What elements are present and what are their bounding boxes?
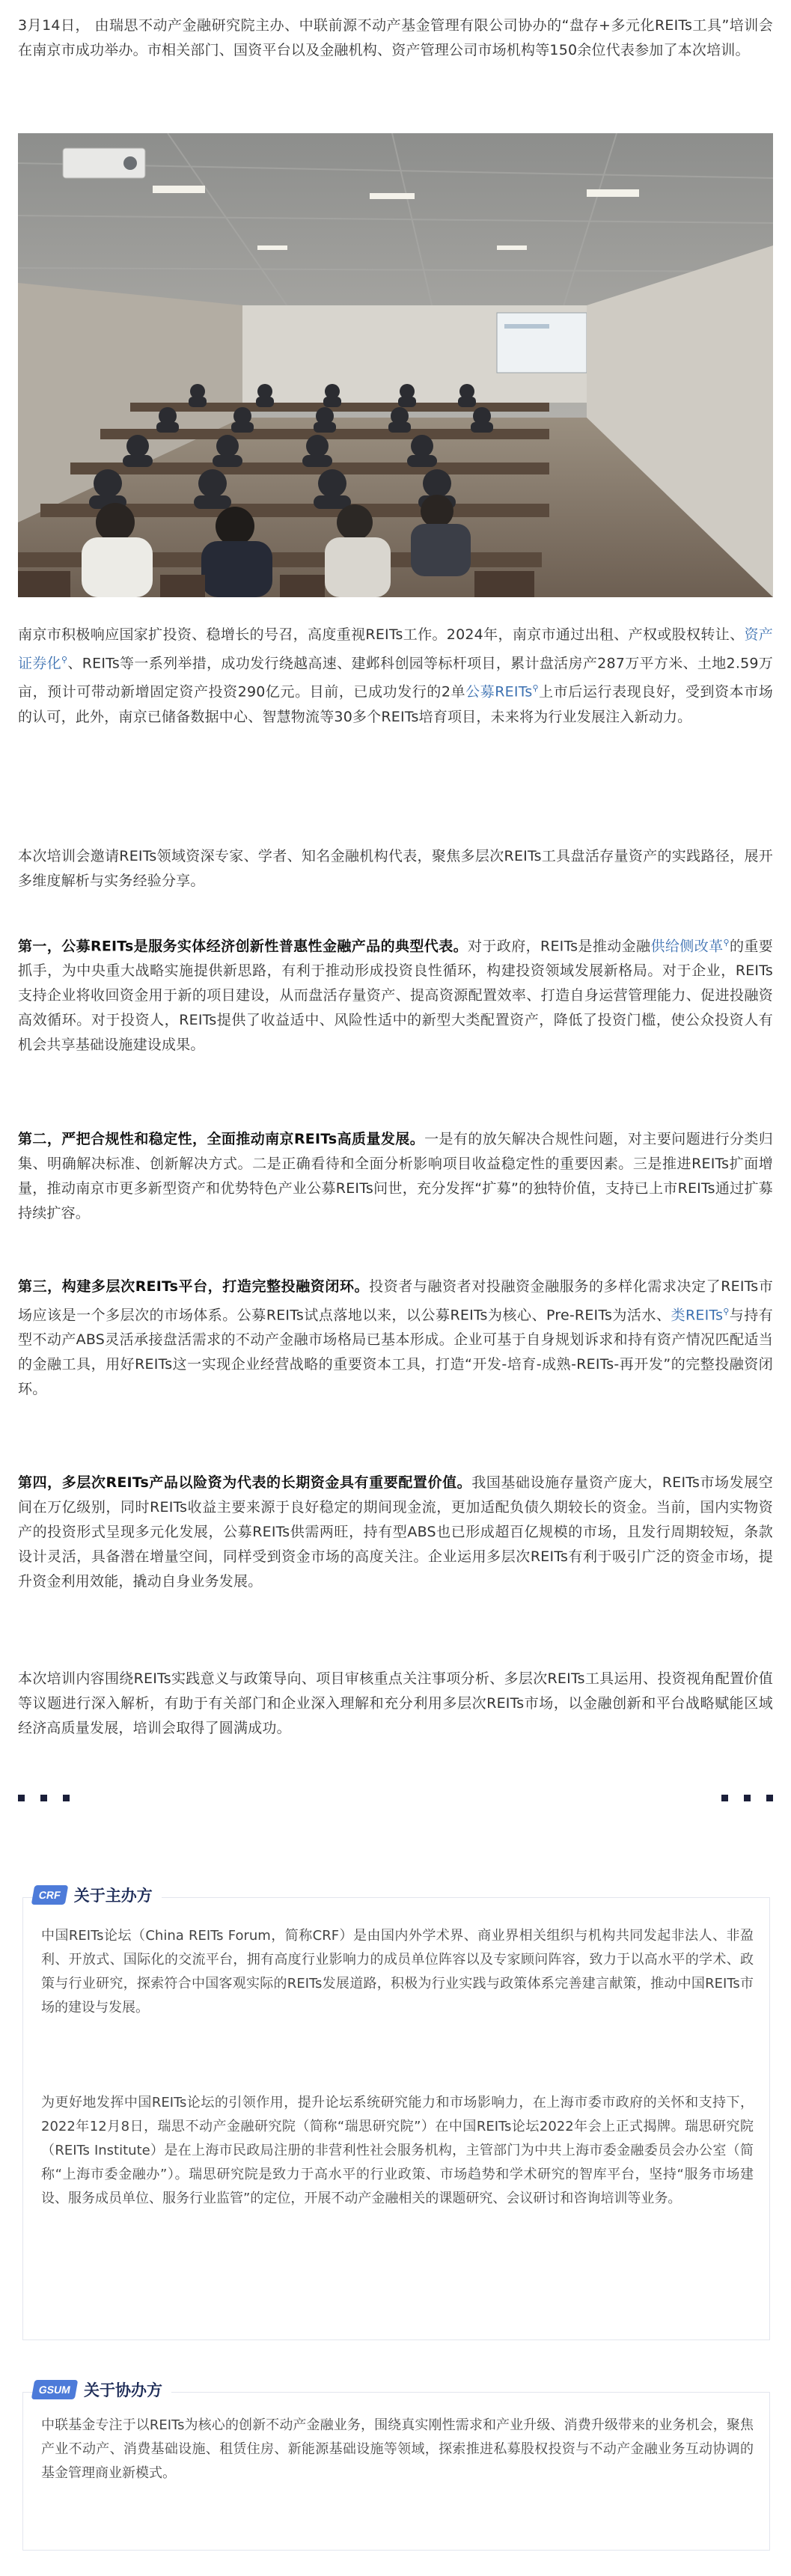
search-icon: ⚲ — [723, 938, 730, 947]
point-three-lead: 第三，构建多层次REITs平台，打造完整投融资闭环。 — [18, 1278, 370, 1295]
p2-text-a: 南京市积极响应国家扩投资、稳增长的号召，高度重视REITs工作。2024年，南京市通过出租、产权或股权转让、 — [18, 626, 745, 643]
paragraph-point-one — [18, 930, 773, 1057]
p2-text-b: 、REITs等一系列举措，成功发行绕越高速、建邺科创园等标杆项目，累计盘活房产287万平方米、土地2.59万亩，预计可带动新增固定资产投资290亿元。目前，已成功发行的2单 — [18, 655, 773, 701]
paragraph-conclusion: 本次培训内容围绕REITs实践意义与政策导向、项目审核重点关注事项分析、多层次REITs工具运用、投资视角配置价值等议题进行深入解析，有助于有关部门和企业深入理解和充分利用多层次REITs市场，以金融创新和平台战略赋能区域经济高质量发展，培训会取得了圆满成功。 — [18, 1670, 773, 1736]
paragraph-point-four — [18, 1471, 773, 1594]
crf-badge: CRF — [31, 1885, 68, 1905]
divider-dot — [744, 1795, 751, 1801]
divider-dot — [63, 1795, 70, 1801]
about-co-paragraph: 中联基金专注于以REITs为核心的创新不动产金融业务，围绕真实刚性需求和产业升级、消费升级带来的业务机会，聚焦产业不动产、消费基础设施、租赁住房、新能源基础设施等领域，探索推进私募股权投资与不动产金融业务互动协调的基金管理商业新模式。 — [41, 2417, 754, 2481]
paragraph-point-three — [18, 1275, 773, 1402]
about-host-paragraph-1: 中国REITs论坛（China REITs Forum，简称CRF）是由国内外学术界、商业界相关组织与机构共同发起非法人、非盈利、开放式、国际化的交流平台，拥有高度行业影响力的成员单位阵容以及专家顾问阵容，致力于以高水平的学术、政策与行业研究，探索符合中国客观实际的REITs发展道路，积极为行业实践与政策体系完善建言献策，推动中国REITs市场的建设与发展。 — [41, 1928, 754, 2015]
search-icon: ⚲ — [532, 683, 539, 694]
about-co-title: 关于协办方 — [84, 2381, 162, 2399]
point-two-lead: 第二，严把合规性和稳定性，全面推动南京REITs高质量发展。 — [18, 1131, 425, 1147]
section-divider — [18, 1795, 773, 1805]
about-co-box — [22, 2392, 770, 2551]
paragraph-training: 本次培训会邀请REITs领域资深专家、学者、知名金融机构代表，聚焦多层次REITs工具盘活存量资产的实践路径，展开多维度解析与实务经验分享。 — [18, 848, 773, 889]
paragraph-nanjing — [18, 623, 773, 730]
about-host-title: 关于主办方 — [73, 1887, 153, 1905]
divider-dot — [766, 1795, 773, 1801]
p5-text-a: 一是有的放矢解决合规性问题，对主要问题进行分类归集、明确解决标准、创新解决方式。二是正确看待和全面分析影响项目收益稳定性的重要因素。三是推进REITs扩面增量，推动南京市更多新型资产和优势特色产业公募REITs问世，充分发挥“扩募”的独特价值，支持已上市REITs通过扩募持续扩容。 — [18, 1131, 773, 1221]
about-host-box — [22, 1897, 770, 2340]
training-photo — [18, 133, 773, 597]
point-four-lead: 第四，多层次REITs产品以险资为代表的长期资金具有重要配置价值。 — [18, 1474, 472, 1491]
p7-text-a: 我国基础设施存量资产庞大，REITs市场发展空间在万亿级别，同时REITs收益主要来源于良好稳定的期间现金流，更加适配负债久期较长的资金。当前，国内实物资产的投资形式呈现多元化发展，公募REITs供需两旺，持有型ABS也已形成超百亿规模的市场，且发行周期较短，条款设计灵活，具备潜在增量空间，同样受到资金市场的高度关注。企业运用多层次REITs有利于吸引广泛的资金市场，提升资金利用效能，撬动自身业务发展。 — [18, 1474, 773, 1590]
divider-dot — [40, 1795, 47, 1801]
intro-paragraph: 3月14日， 由瑞思不动产金融研究院主办、中联前源不动产基金管理有限公司协办的“盘存+多元化REITs工具”培训会在南京市成功举办。市相关部门、国资平台以及金融机构、资产管理公司市场机构等150余位代表参加了本次培训。 — [18, 17, 773, 58]
point-one-lead: 第一，公募REITs是服务实体经济创新性普惠性金融产品的典型代表。 — [18, 938, 468, 955]
paragraph-point-two — [18, 1127, 773, 1226]
divider-dot — [721, 1795, 728, 1801]
keyword-link-abs[interactable]: 资产证券化 — [18, 626, 774, 672]
about-co-header — [33, 2376, 171, 2403]
p2-text-c: 上市后运行表现良好，受到资本市场的认可，此外，南京已储备数据中心、智慧物流等30多个REITs培育项目，未来将为行业发展注入新动力。 — [18, 683, 773, 725]
keyword-link-class-reits[interactable]: 类REITs — [671, 1307, 724, 1324]
meeting-room-image — [18, 133, 773, 597]
p6-text-b: 与持有型不动产ABS灵活承接盘活需求的不动产金融市场格局已基本形成。企业可基于自身规划诉求和持有资产情况匹配适当的金融工具，用好REITs这一实现企业经营战略的重要资本工具，打造“开发-培育-成熟-REITs-再开发”的完整投融资闭环。 — [18, 1307, 774, 1398]
p4-text-a: 对于政府，REITs是推动金融 — [468, 938, 651, 955]
p6-text-a: 投资者与融资者对投融资金融服务的多样化需求决定了REITs市场应该是一个多层次的市场体系。公募REITs试点落地以来，以公募REITs为核心、Pre-REITs为活水、 — [18, 1278, 773, 1324]
keyword-link-supply-side[interactable]: 供给侧改革 — [650, 938, 724, 955]
divider-dot — [18, 1795, 25, 1801]
keyword-link-public-reits[interactable]: 公募REITs — [465, 683, 533, 701]
about-host-paragraph-2: 为更好地发挥中国REITs论坛的引领作用，提升论坛系统研究能力和市场影响力，在上海市委市政府的关怀和支持下，2022年12月8日，瑞思不动产金融研究院（简称“瑞思研究院”）在中国REITs论坛2022年会上正式揭牌。瑞思研究院（REITs Institute）是在上海市民政局注册的非营利性社会服务机构，主管部门为中共上海市委金融委员会办公室（简称“上海市委金融办”）。瑞思研究院是致力于高水平的行业政策、市场趋势和学术研究的智库平台，坚持“服务市场建设、服务成员单位、服务行业监管”的定位，开展不动产金融相关的课题研究、会议研讨和咨询培训等业务。 — [41, 2095, 754, 2206]
p4-text-b: 的重要抓手，为中央重大战略实施提供新思路，有利于推动形成投资良性循环，构建投资领域发展新格局。对于企业，REITs支持企业将收回资金用于新的项目建设，从而盘活存量资产、提高资源配置效率、打造自身运营管理能力、促进投融资高效循环。对于投资人，REITs提供了收益适中、风险性适中的新型大类配置资产，降低了投资门槛，使公众投资人有机会共享基础设施建设成果。 — [18, 938, 774, 1054]
about-host-header — [33, 1881, 162, 1908]
gsum-badge: GSUM — [31, 2380, 79, 2399]
search-icon: ⚲ — [723, 1307, 730, 1316]
search-icon: ⚲ — [61, 655, 68, 665]
